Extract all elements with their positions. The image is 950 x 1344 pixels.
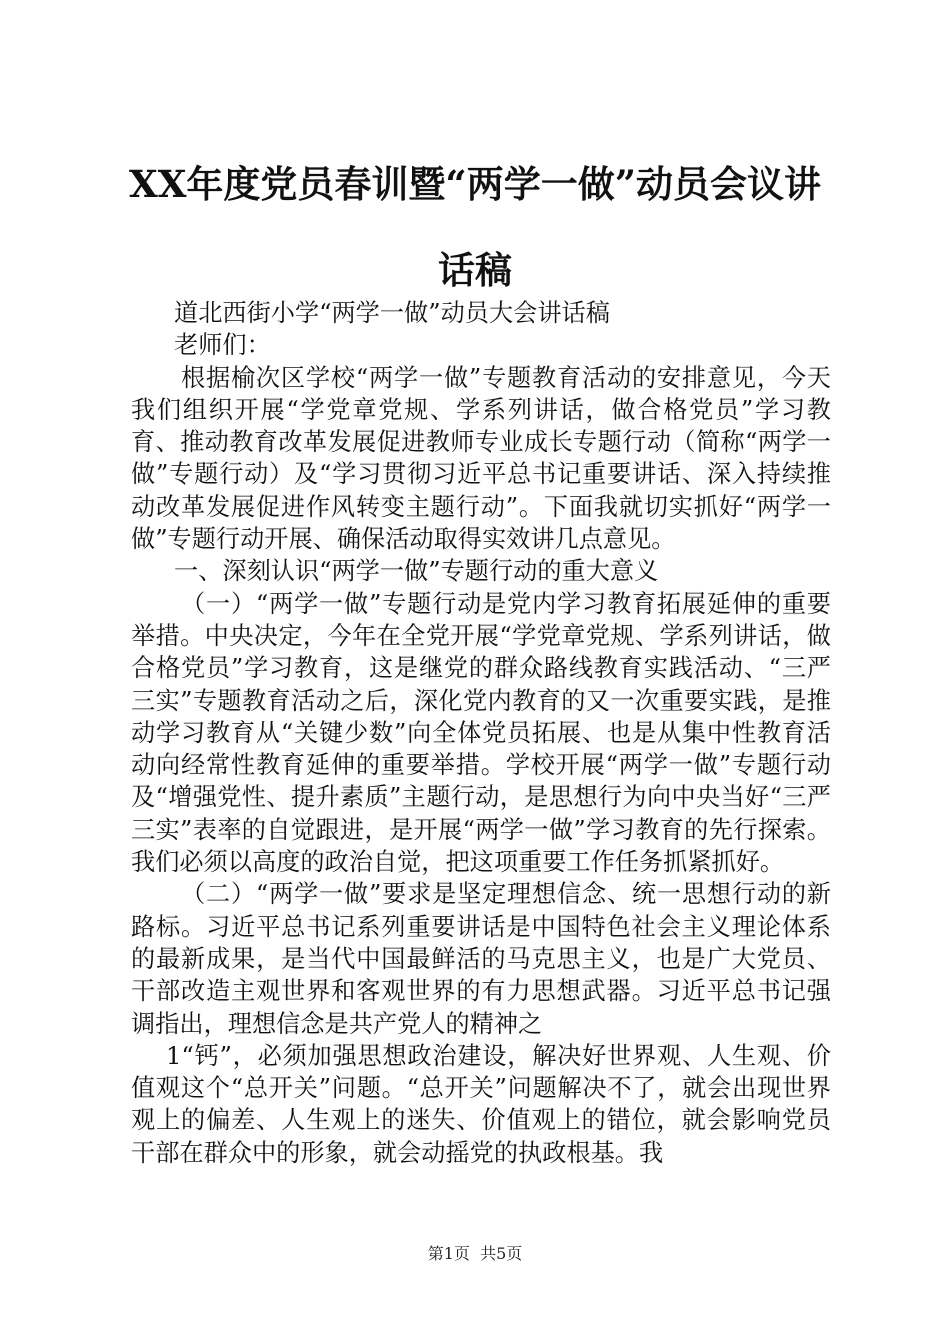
paragraph-salutation: 老师们：	[174, 331, 271, 360]
page-number-label: 第1页 共5页	[427, 1244, 523, 1263]
document-title-line-2: 话稿	[438, 248, 512, 292]
paragraph-point-2: （二）“两学一做”要求是坚定理想信念、统一思想行动的新路标。习近平总书记系列重要讲话是中国特色社会主义理论体系的最新成果，是当代中国最鲜活的马克思主义，也是广大党员、干部改造主观世界和客观世界的有力思想武器。习近平总书记强调指出，理想信念是共产党人的精神之	[131, 880, 831, 1038]
paragraph-intro: 根据榆次区学校“两学一做”专题教育活动的安排意见，今天我们组织开展“学党章党规、学系列讲话，做合格党员”学习教育、推动教育改革发展促进教师专业成长专题行动（简称“两学一做”专题行动）及“学习贯彻习近平总书记重要讲话、深入持续推动改革发展促进作风转变主题行动”。下面我就切实抓好“两学一做”专题行动开展、确保活动取得实效讲几点意见。	[131, 363, 831, 554]
page-footer	[0, 1244, 950, 1264]
paragraph-continued: 1“钙”，必须加强思想政治建设，解决好世界观、人生观、价值观这个“总开关”问题。“总开关”问题解决不了，就会出现世界观上的偏差、人生观上的迷失、价值观上的错位，就会影响党员干部在群众中的形象，就会动摇党的执政根基。我	[131, 1041, 831, 1167]
document-title-line-1: XX年度党员春训暨“两学一做”动员会议讲	[129, 162, 821, 206]
paragraph-section-heading: 一、深刻认识“两学一做”专题行动的重大意义	[174, 557, 659, 586]
document-body	[131, 297, 831, 1169]
paragraph-point-1: （一）“两学一做”专题行动是党内学习教育拓展延伸的重要举措。中央决定，今年在全党开展“学党章党规、学系列讲话，做合格党员”学习教育，这是继党的群众路线教育实践活动、“三严三实”专题教育活动之后，深化党内教育的又一次重要实践，是推动学习教育从“关键少数”向全体党员拓展、也是从集中性教育活动向经常性教育延伸的重要举措。学校开展“两学一做”专题行动及“增强党性、提升素质”主题行动，是思想行为向中央当好“三严三实”表率的自觉跟进，是开展“两学一做”学习教育的先行探索。我们必须以高度的政治自觉，把这项重要工作任务抓紧抓好。	[131, 589, 831, 877]
paragraph-subtitle: 道北西街小学“两学一做”动员大会讲话稿	[174, 299, 610, 327]
